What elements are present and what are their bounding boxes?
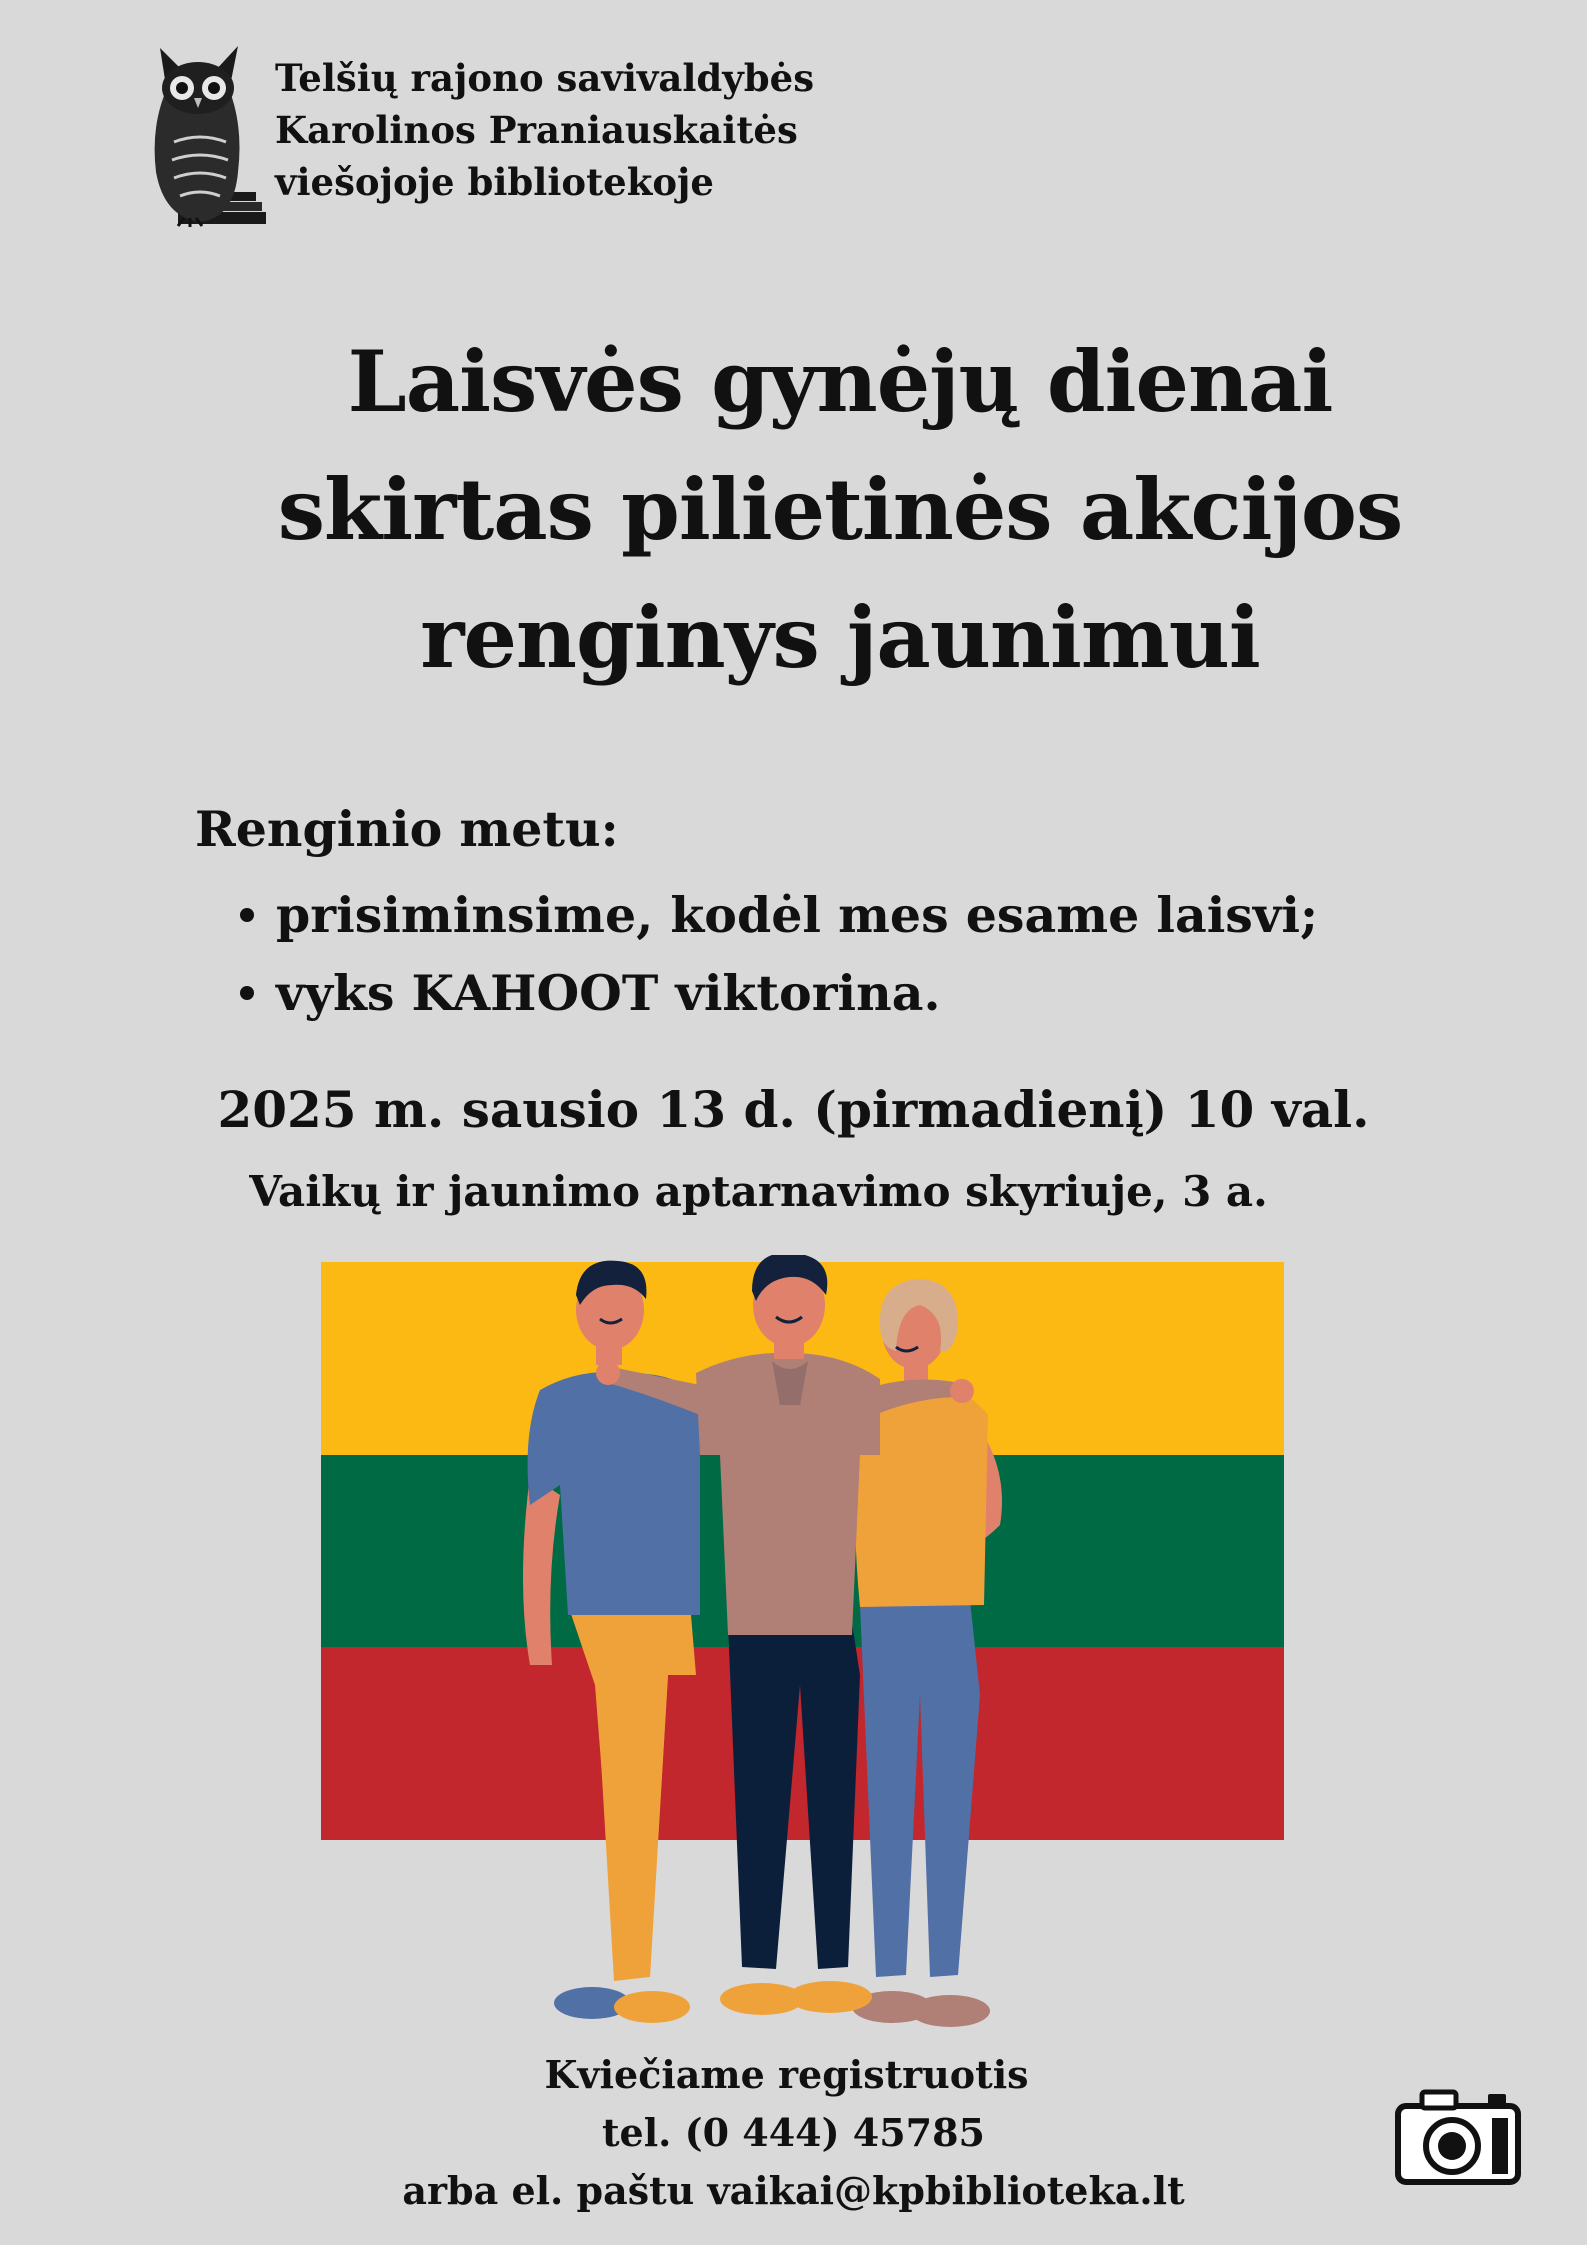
agenda-intro: Renginio metu: — [195, 800, 619, 858]
camera-icon — [1392, 2082, 1524, 2192]
event-datetime: 2025 m. sausio 13 d. (pirmadienį) 10 val. — [217, 1080, 1370, 1139]
library-name-line: Karolinos Praniauskaitės — [275, 108, 798, 152]
library-name-line: Telšių rajono savivaldybės — [275, 56, 815, 100]
owl-logo-icon — [130, 42, 270, 242]
bullet-icon — [240, 986, 254, 1000]
event-title-line: skirtas pilietinės akcijos — [277, 460, 1403, 559]
agenda-item-text: prisiminsime, kodėl mes esame laisvi; — [276, 886, 1319, 944]
registration-email: arba el. paštu vaikai@kpbiblioteka.lt — [402, 2168, 1185, 2213]
agenda-item — [240, 954, 1318, 1032]
agenda-item — [240, 876, 1318, 954]
library-name-line: viešojoje bibliotekoje — [275, 160, 714, 204]
event-location — [0, 1167, 1587, 1216]
agenda-list — [240, 876, 1318, 1032]
agenda-item-text: vyks KAHOOT viktorina. — [276, 964, 941, 1022]
event-title-line: renginys jaunimui — [420, 588, 1260, 687]
bullet-icon — [240, 908, 254, 922]
event-title — [120, 318, 1560, 702]
registration-invite: Kviečiame registruotis — [544, 2052, 1029, 2097]
library-name — [275, 52, 975, 208]
registration-phone: tel. (0 444) 45785 — [601, 2110, 985, 2155]
event-location-text: Vaikų ir jaunimo aptarnavimo skyriuje, 3 a. — [249, 1167, 1268, 1216]
event-title-line: Laisvės gynėjų dienai — [347, 332, 1333, 431]
young-people-illustration — [500, 1255, 1100, 2055]
registration-info — [0, 2046, 1587, 2220]
